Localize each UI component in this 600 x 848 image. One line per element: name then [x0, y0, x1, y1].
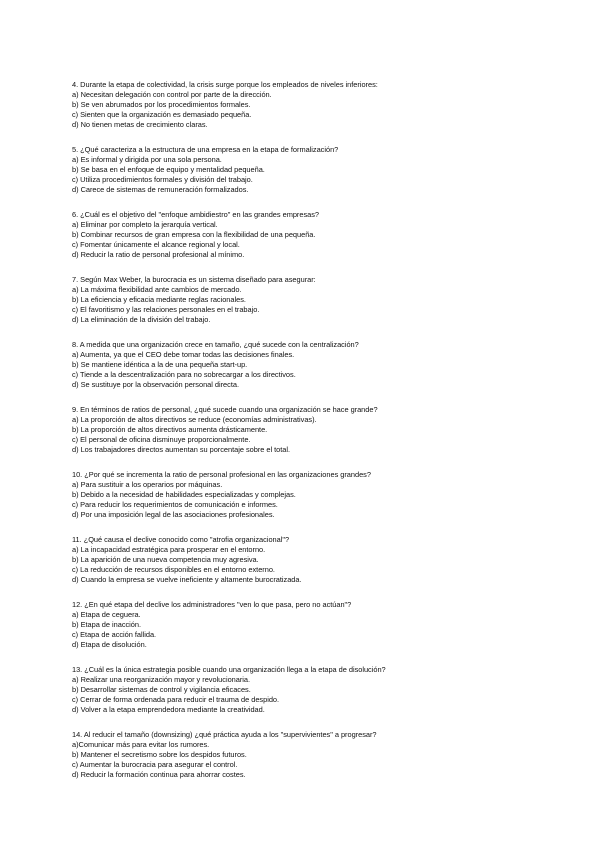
answer-option: a)Comunicar más para evitar los rumores.	[72, 740, 210, 750]
question-block	[72, 470, 472, 520]
answer-option: c) El personal de oficina disminuye proporcionalmente.	[72, 434, 251, 444]
answer-option: d) Por una imposición legal de las asociaciones profesionales.	[72, 509, 275, 519]
question-block	[72, 340, 472, 390]
answer-option: c) Para reducir los requerimientos de comunicación e informes.	[72, 499, 278, 509]
answer-option: d) Reducir la formación continua para ahorrar costes.	[72, 769, 246, 779]
answer-option: d) Volver a la etapa emprendedora mediante la creatividad.	[72, 704, 265, 714]
question-text: 8. A medida que una organización crece en tamaño, ¿qué sucede con la centralización?	[72, 340, 359, 350]
question-block	[72, 275, 472, 325]
answer-option: c) Etapa de acción fallida.	[72, 629, 157, 639]
question-list	[72, 80, 472, 795]
question-block	[72, 665, 472, 715]
answer-option: b) La proporción de altos directivos aumenta drásticamente.	[72, 424, 268, 434]
question-text: 7. Según Max Weber, la burocracia es un sistema diseñado para asegurar:	[72, 275, 316, 285]
answer-option: c) El favoritismo y las relaciones personales en el trabajo.	[72, 304, 260, 314]
answer-option: a) Eliminar por completo la jerarquía vertical.	[72, 219, 218, 229]
answer-option: b) Etapa de inacción.	[72, 620, 142, 630]
answer-option: c) Sienten que la organización es demasiado pequeña.	[72, 109, 252, 119]
question-block	[72, 730, 472, 780]
answer-option: b) Se basa en el enfoque de equipo y mentalidad pequeña.	[72, 164, 265, 174]
answer-option: a) Realizar una reorganización mayor y revolucionaria.	[72, 675, 251, 685]
answer-option: d) Carece de sistemas de remuneración formalizados.	[72, 184, 249, 194]
answer-option: d) Los trabajadores directos aumentan su porcentaje sobre el total.	[72, 444, 291, 454]
answer-option: a) Necesitan delegación con control por parte de la dirección.	[72, 89, 272, 99]
question-block	[72, 210, 472, 260]
question-text: 4. Durante la etapa de colectividad, la crisis surge porque los empleados de niveles inferiores:	[72, 80, 378, 89]
answer-option: b) Mantener el secretismo sobre los despidos futuros.	[72, 750, 247, 760]
answer-option: a) Es informal y dirigida por una sola persona.	[72, 154, 222, 164]
question-text: 11. ¿Qué causa el declive conocido como "atrofia organizacional"?	[72, 535, 290, 545]
question-block	[72, 535, 472, 585]
answer-option: c) Fomentar únicamente el alcance regional y local.	[72, 239, 240, 249]
answer-option: d) Etapa de disolución.	[72, 639, 147, 649]
answer-option: a) Para sustituir a los operarios por máquinas.	[72, 480, 223, 490]
answer-option: c) La reducción de recursos disponibles en el entorno externo.	[72, 564, 275, 574]
answer-option: b) Se mantiene idéntica a la de una pequeña start-up.	[72, 359, 248, 369]
question-text: 6. ¿Cuál es el objetivo del "enfoque ambidiestro" en las grandes empresas?	[72, 210, 319, 220]
answer-option: d) Reducir la ratio de personal profesional al mínimo.	[72, 249, 245, 259]
answer-option: b) Debido a la necesidad de habilidades especializadas y complejas.	[72, 490, 296, 499]
answer-option: b) La eficiencia y eficacia mediante reglas racionales.	[72, 294, 246, 304]
question-text: 12. ¿En qué etapa del declive los administradores "ven lo que pasa, pero no actúan"?	[72, 600, 352, 610]
answer-option: c) Cerrar de forma ordenada para reducir el trauma de despido.	[72, 695, 280, 704]
question-text: 10. ¿Por qué se incrementa la ratio de personal profesional en las organizaciones grandes?	[72, 470, 371, 480]
answer-option: c) Aumentar la burocracia para asegurar el control.	[72, 760, 238, 770]
answer-option: b) Se ven abrumados por los procedimientos formales.	[72, 99, 251, 109]
question-block	[72, 80, 472, 130]
question-text: 9. En términos de ratios de personal, ¿qué sucede cuando una organización se hace grande?	[72, 405, 378, 415]
question-text: 14. Al reducir el tamaño (downsizing) ¿qué práctica ayuda a los "supervivientes" a progresar?	[72, 730, 377, 740]
answer-option: d) No tienen metas de crecimiento claras.	[72, 119, 208, 129]
answer-option: c) Utiliza procedimientos formales y división del trabajo.	[72, 174, 253, 184]
answer-option: a) La máxima flexibilidad ante cambios de mercado.	[72, 285, 242, 294]
answer-option: d) Cuando la empresa se vuelve ineficiente y altamente burocratizada.	[72, 574, 302, 584]
answer-option: a) Aumenta, ya que el CEO debe tomar todas las decisiones finales.	[72, 350, 295, 360]
question-text: 5. ¿Qué caracteriza a la estructura de una empresa en la etapa de formalización?	[72, 145, 339, 155]
answer-option: a) Etapa de ceguera.	[72, 610, 141, 620]
answer-option: b) Combinar recursos de gran empresa con la flexibilidad de una pequeña.	[72, 229, 316, 239]
answer-option: b) La aparición de una nueva competencia muy agresiva.	[72, 555, 259, 565]
answer-option: b) Desarrollar sistemas de control y vigilancia eficaces.	[72, 685, 251, 695]
answer-option: a) La proporción de altos directivos se reduce (economías administrativas).	[72, 415, 317, 425]
question-block	[72, 145, 472, 195]
answer-option: a) La incapacidad estratégica para prosperar en el entorno.	[72, 545, 266, 555]
question-block	[72, 600, 472, 650]
answer-option: d) Se sustituye por la observación personal directa.	[72, 379, 239, 389]
answer-option: d) La eliminación de la división del trabajo.	[72, 314, 211, 324]
answer-option: c) Tiende a la descentralización para no sobrecargar a los directivos.	[72, 369, 296, 379]
question-block	[72, 405, 472, 455]
question-text: 13. ¿Cuál es la única estrategia posible cuando una organización llega a la etapa de disolución?	[72, 665, 386, 675]
